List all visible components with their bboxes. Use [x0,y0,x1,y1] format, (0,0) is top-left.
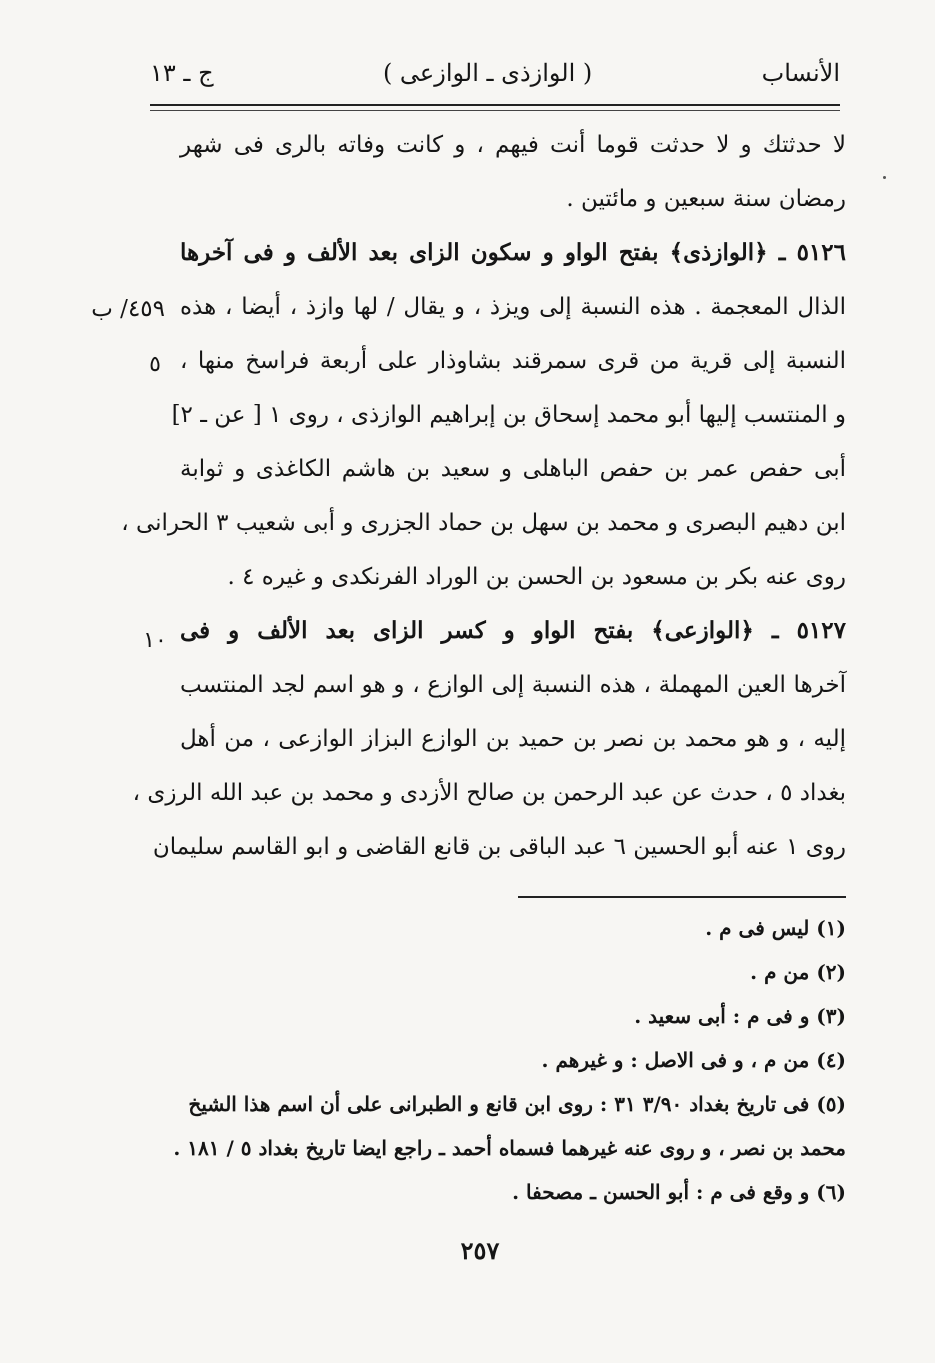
running-header [150,52,840,94]
folio-marker: ٤٥٩/ ب [91,296,165,322]
page-number: ٢٥٧ [460,1236,500,1265]
entry-heading-5126: ٥١٢٦ ـ ﴿الوازذى﴾ بفتح الواو و سكون الزاى بعد الألف و فى آخرها [180,239,846,266]
footnote: محمد بن نصر ، و روى عنه غيرهما فسماه أحمد ـ راجع ايضا تاريخ بغداد ٥ / ١٨١ . [173,1136,846,1160]
text-line: ابن دهيم البصرى و محمد بن سهل بن حماد الجزرى و أبى شعيب ٣ الحرانى ، [121,510,846,536]
text-line: بغداد ٥ ، حدث عن عبد الرحمن بن صالح الأزدى و محمد بن عبد الله الرزى ، [132,780,846,806]
text-line: آخرها العين المهملة ، هذه النسبة إلى الوازع ، و هو اسم لجد المنتسب [180,672,846,698]
footnote-rule [518,896,846,898]
text-line: إليه ، و هو محمد بن نصر بن حميد بن الوازع البزاز الوازعى ، من أهل [180,726,846,752]
footnote: (٥) فى تاريخ بغداد ٣/٩٠ ٣١ : روى ابن قانع و الطبرانى على أن اسم هذا الشيخ [188,1092,846,1116]
footnote: (١) ليس فى م . [705,916,846,940]
line-number-5: ٥ [149,352,161,377]
text-line: الذال المعجمة . هذه النسبة إلى ويزذ ، و يقال / لها وازذ ، أيضا ، هذه [180,294,846,320]
footnote: (٦) و وقع فى م : أبو الحسن ـ مصحفا . [512,1180,846,1204]
text-line: النسبة إلى قرية من قرى سمرقند بشاوذار على أربعة فراسخ منها ، [180,348,846,374]
text-line: أبى حفص عمر بن حفص الباهلى و سعيد بن هاشم الكاغذى و ثوابة [180,456,846,482]
text-line: لا حدثتك و لا حدثت قوما أنت فيهم ، و كانت وفاته بالرى فى شهر [180,132,846,158]
header-rule [150,104,840,106]
volume-number: ج ـ ١٣ [150,59,214,87]
header-rule-thin [150,110,840,111]
book-title: الأنساب [761,59,840,87]
text-line: رمضان سنة سبعين و مائتين . [566,186,846,212]
line-number-10: ١٠ [143,628,167,653]
footnote: (٢) من م . [750,960,846,984]
entry-range: ( الوازذى ـ الوازعى ) [382,59,593,87]
text-line: و المنتسب إليها أبو محمد إسحاق بن إبراهيم الوازذى ، روى ١ [ عن ـ ٢] [171,402,846,428]
text-line: روى عنه بكر بن مسعود بن الحسن بن الوراد الفرنكدى و غيره ٤ . [227,564,846,590]
footnotes [173,906,846,1214]
text-line: روى ١ عنه أبو الحسين ٦ عبد الباقى بن قانع القاضى و ابو القاسم سليمان [152,834,846,860]
entry-heading-5127: ٥١٢٧ ـ ﴿الوازعى﴾ بفتح الواو و كسر الزاى بعد الألف و فى [180,617,846,644]
ink-speck [883,176,886,179]
footnote: (٣) و فى م : أبى سعيد . [634,1004,846,1028]
footnote: (٤) من م ، و فى الاصل : و غيرهم . [541,1048,846,1072]
